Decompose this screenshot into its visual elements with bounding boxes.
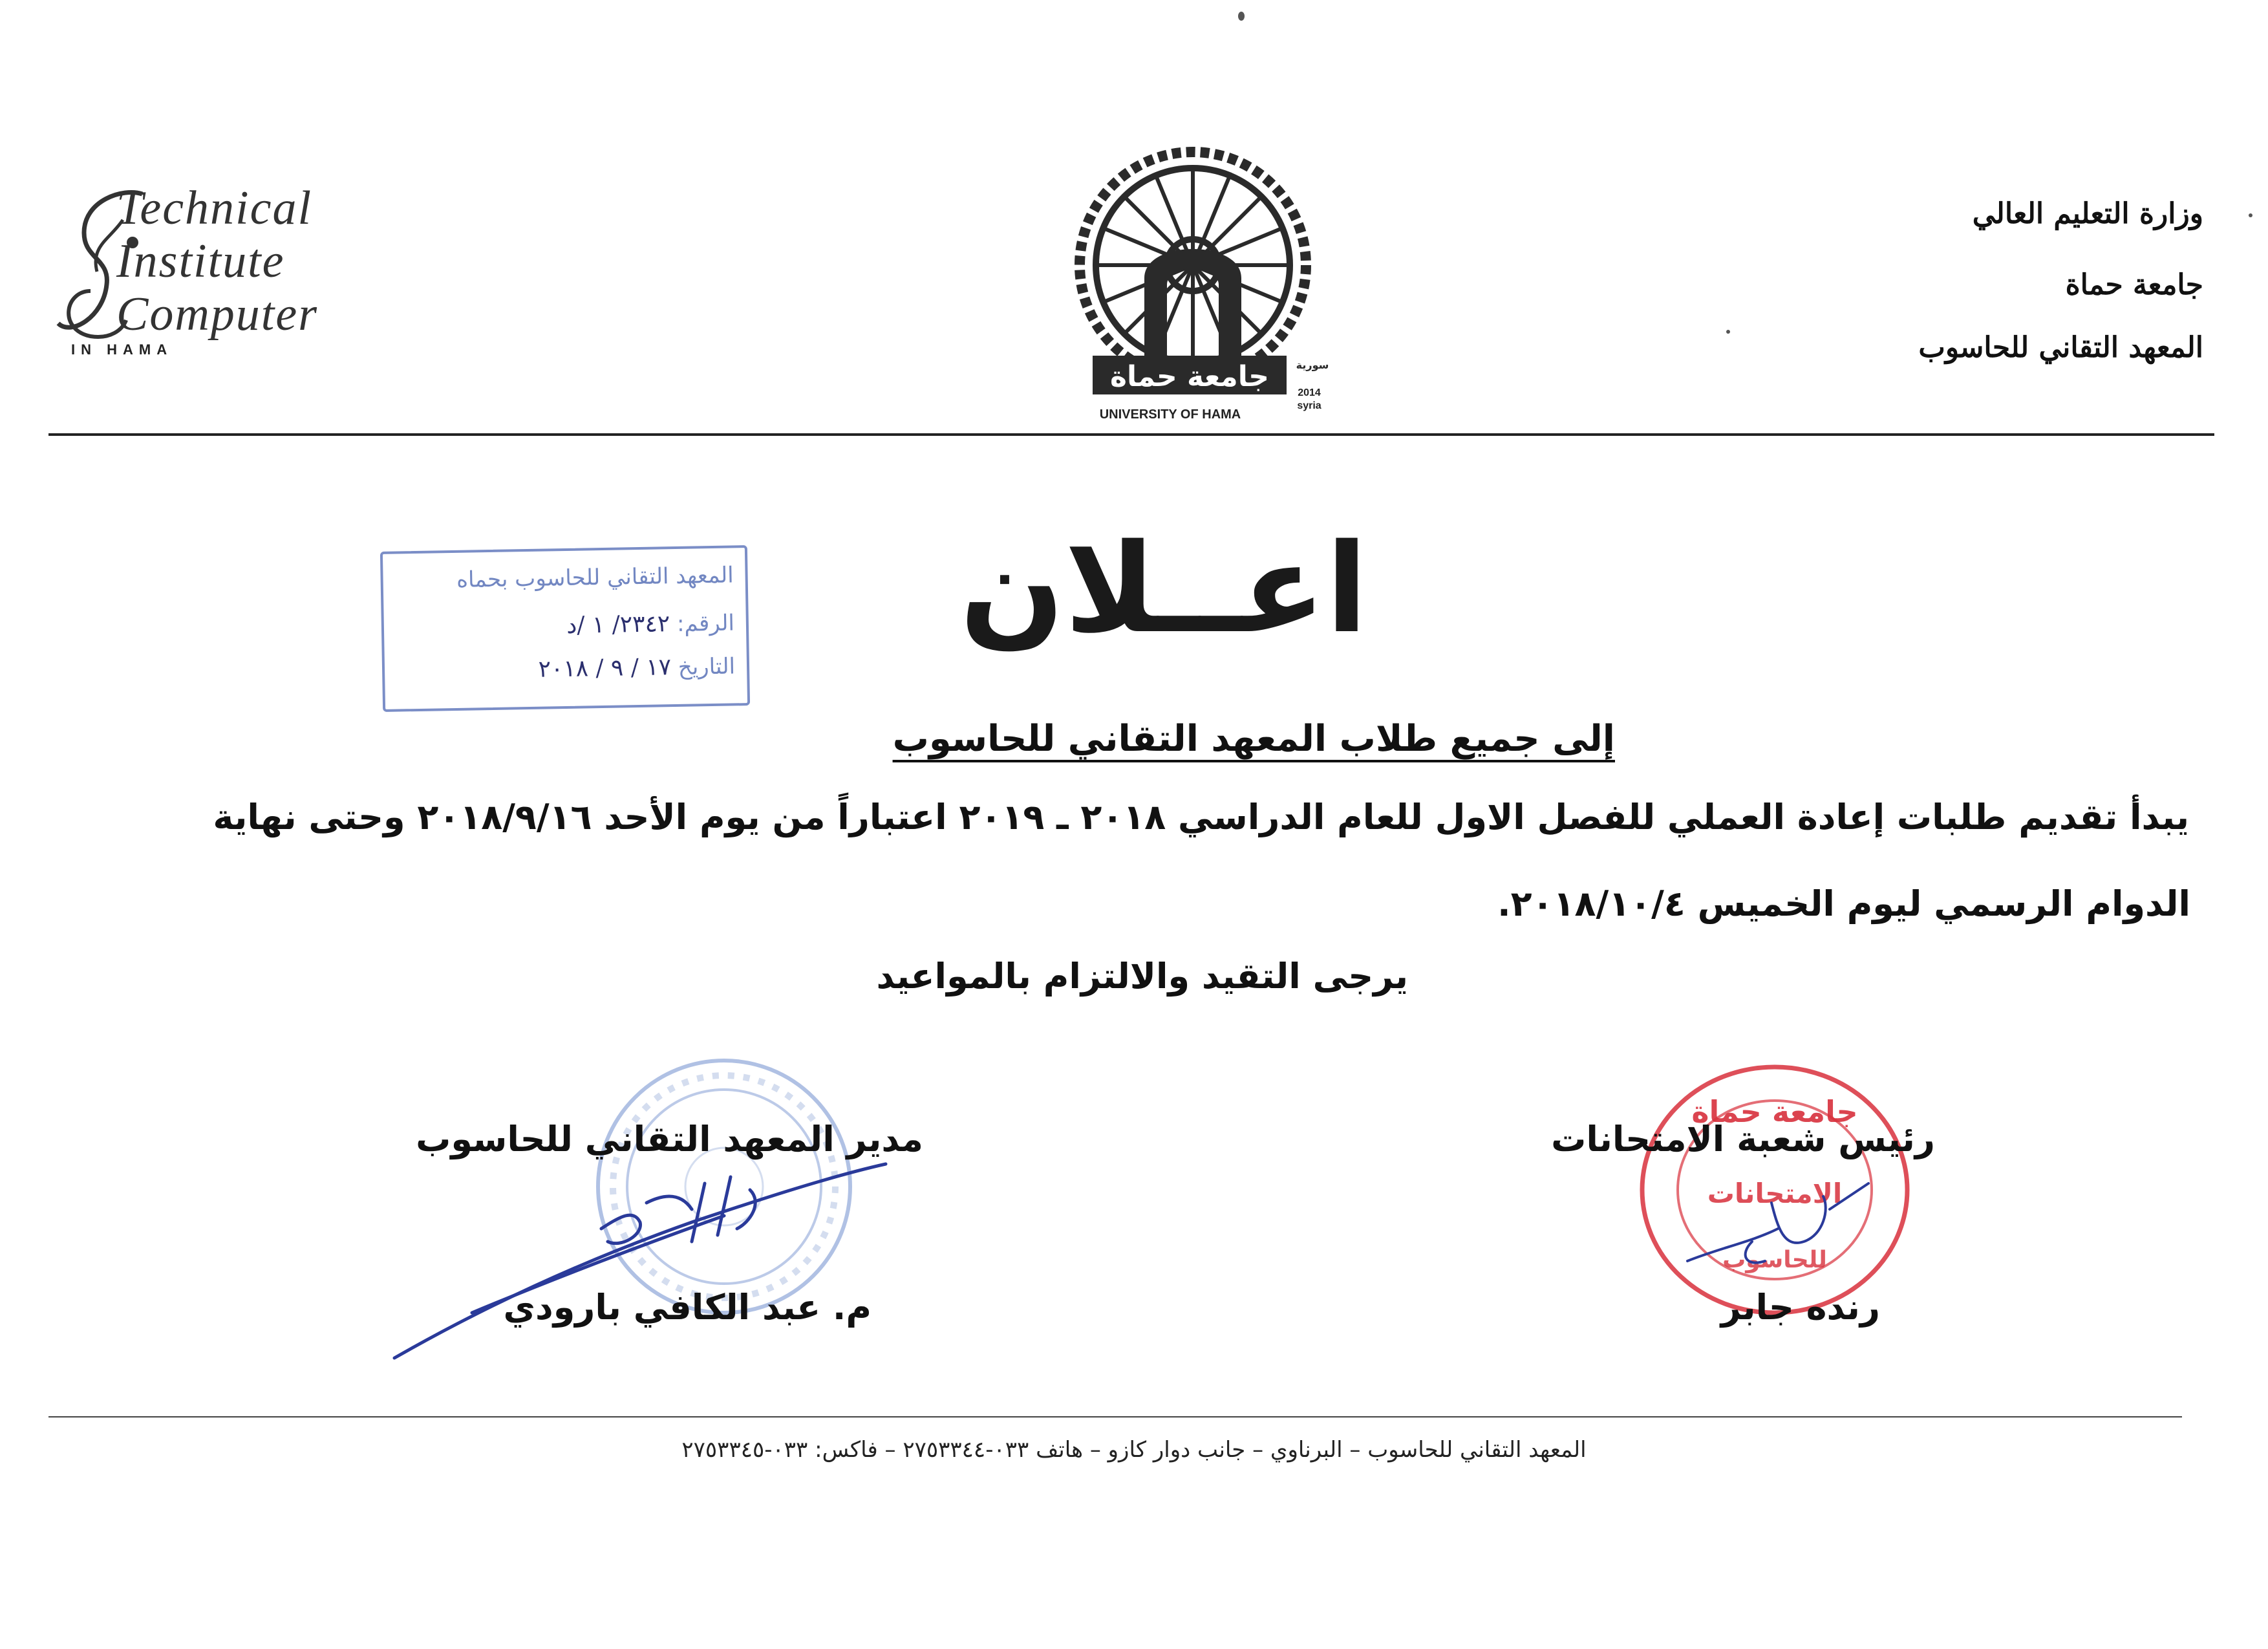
- red-stamp-top-text: جامعة حماة: [1691, 1094, 1858, 1129]
- emblem-country-ar: سورية: [1296, 359, 1329, 371]
- emblem-english-name: UNIVERSITY OF HAMA: [1099, 407, 1241, 422]
- header-divider: [48, 433, 2214, 436]
- exams-head-title: رئيس شعبة الامتحانات: [1551, 1119, 1935, 1159]
- emblem-year: 2014: [1298, 387, 1321, 398]
- footer-divider: [48, 1416, 2182, 1417]
- logo-line-computer: Computer: [116, 288, 318, 341]
- registry-date-label: التاريخ: [678, 653, 736, 680]
- registry-number-value: ٢٣٤٢/ ١ /د: [566, 610, 670, 639]
- body-line-3: يرجى التقيد والالتزام بالمواعيد: [876, 956, 1408, 997]
- body-line-1: يبدأ تقديم طلبات إعادة العملي للفصل الاول للعام الدراسي ٢٠١٨ ـ ٢٠١٩ اعتباراً من يوم الأحد ٢٠١٨/٩/١٦ وحتى نهاية: [213, 797, 2189, 837]
- emblem-year-block: [1283, 387, 1335, 413]
- registry-stamp: [380, 545, 750, 712]
- emblem-arabic-name: جامعة حماة: [1109, 360, 1270, 393]
- red-stamp-mid-text: الامتحانات: [1707, 1178, 1843, 1209]
- registry-date-value: ١٧ / ٩ / ٢٠١٨: [538, 654, 672, 683]
- exams-head-signature: [1674, 1170, 1881, 1287]
- body-line-2: الدوام الرسمي ليوم الخميس ٢٠١٨/١٠/٤.: [1497, 883, 2190, 924]
- recipient-heading: إلى جميع طلاب المعهد التقاني للحاسوب: [892, 718, 1615, 760]
- red-stamp-bottom-text: للحاسوب: [1722, 1247, 1827, 1273]
- registry-date-row: [538, 652, 735, 682]
- header-ministry: وزارة التعليم العالي: [1972, 197, 2203, 230]
- header-institute: المعهد التقاني للحاسوب: [1918, 331, 2203, 364]
- scan-speck: [1238, 12, 1245, 21]
- registry-stamp-heading: المعهد التقاني للحاسوب بحماه: [456, 562, 734, 593]
- registry-number-label: الرقم:: [676, 610, 735, 637]
- logo-subtitle: IN HAMA: [71, 341, 173, 358]
- director-name: م. عبد الكافي بارودي: [503, 1287, 872, 1328]
- institute-english-logo: [45, 181, 394, 375]
- header-university: جامعة حماة: [2065, 268, 2203, 301]
- scan-speck: [2249, 213, 2252, 217]
- registry-number-row: [566, 609, 734, 639]
- announcement-title: اعــلان: [959, 517, 1368, 660]
- logo-line-technical: Technical: [116, 182, 313, 235]
- emblem-country-en: syria: [1297, 400, 1321, 411]
- exams-head-name: رنده جابر: [1720, 1287, 1880, 1328]
- logo-line-institute: Institute: [116, 235, 285, 288]
- director-signature: [388, 1151, 892, 1364]
- director-title: مدير المعهد التقاني للحاسوب: [416, 1119, 923, 1159]
- scan-speck: [1726, 330, 1730, 334]
- footer-contact: المعهد التقاني للحاسوب – البرناوي – جانب دوار كازو – هاتف ٠٣٣-٢٧٥٣٣٤٤ – فاكس: ٠٣٣-٢٧٥٣٣٤٥: [681, 1437, 1587, 1463]
